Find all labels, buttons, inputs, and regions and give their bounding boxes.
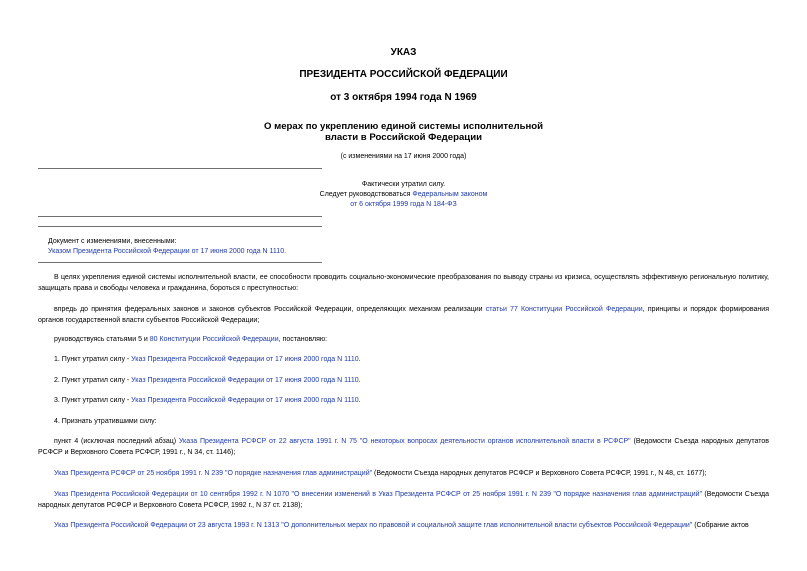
federal-law-date-link[interactable]: от 6 октября 1999 года N 184-ФЗ bbox=[350, 201, 457, 208]
list-item-text: 2. Пункт утратил силу - bbox=[54, 377, 132, 384]
list-item-text: 3. Пункт утратил силу - bbox=[54, 397, 132, 404]
federal-law-link[interactable]: Федеральным законом bbox=[412, 191, 488, 198]
decree-1110-link[interactable]: Указ Президента Российской Федерации от 17 июня 2000 года N 1110 bbox=[131, 397, 359, 404]
paragraph-repeal-item bbox=[38, 489, 769, 511]
paragraph-text: (Ведомости Съезда народных депутатов РСФСР и Верховного Совета РСФСР, 1991 г., N 48, ст. 1677); bbox=[372, 470, 707, 477]
decree-1313-link[interactable]: Указ Президента Российской Федерации от 23 августа 1993 г. N 1313 "О дополнительных мерах по правовой и социальной защите глав исполнительной власти субъектов Российской Федерации" bbox=[54, 522, 693, 529]
document-date: от 3 октября 1994 года N 1969 bbox=[330, 92, 477, 103]
paragraph-repeal-item bbox=[38, 436, 769, 458]
paragraph-repeal-item bbox=[38, 468, 769, 479]
paragraph-guided bbox=[54, 335, 327, 345]
amended-note: (с изменениями на 17 июня 2000 года) bbox=[340, 153, 467, 160]
decree-1070-link[interactable]: Указ Президента Российской Федерации от 10 сентября 1992 г. N 1070 "О внесении изменений в Указ Президента РСФСР от 25 ноября 1991 г. N 239 "О порядке назначения глав администраций" bbox=[54, 491, 703, 498]
list-item-end: . bbox=[358, 397, 361, 404]
paragraph-text: , постановляю: bbox=[278, 336, 328, 343]
amendments-link[interactable]: Указом Президента Российской Федерации от 17 июня 2000 года N 1110. bbox=[48, 248, 287, 255]
divider-rule bbox=[38, 226, 322, 227]
status-line1: Фактически утратил силу. bbox=[361, 181, 446, 188]
status-line2 bbox=[0, 190, 807, 200]
divider-rule bbox=[38, 262, 322, 263]
paragraph-text: , принципы и порядок формирования органов государственной власти субъектов Российской Федерации; bbox=[38, 306, 769, 324]
list-item-end: . bbox=[358, 377, 361, 384]
list-item-text: 1. Пункт утратил силу - bbox=[54, 356, 132, 363]
document-subject-line1: О мерах по укреплению единой системы исполнительной bbox=[263, 121, 544, 132]
list-item-end: . bbox=[358, 356, 361, 363]
divider-rule bbox=[38, 216, 322, 217]
paragraph-repeal-item bbox=[38, 520, 769, 531]
paragraph-repeal: 4. Признать утратившими силу: bbox=[54, 418, 157, 425]
paragraph-text: пункт 4 (исключая последний абзац) bbox=[54, 438, 179, 445]
paragraph-constitution bbox=[38, 304, 769, 326]
paragraph-text: (Собрание актов bbox=[692, 522, 749, 529]
constitution-article-77-link[interactable]: статьи 77 Конституции Российской Федерации bbox=[485, 306, 643, 313]
list-item bbox=[54, 396, 361, 406]
decree-1110-link[interactable]: Указ Президента Российской Федерации от 17 июня 2000 года N 1110 bbox=[131, 377, 359, 384]
paragraph-preamble: В целях укрепления единой системы исполнительной власти, ее способности проводить социально-экономические преобразования по выводу страны из кризиса, осуществлять эффективную региональную политику, защищать права и свободы человека и гражданина, бороться с преступностью: bbox=[38, 274, 769, 292]
divider-rule bbox=[38, 168, 322, 169]
list-item bbox=[54, 376, 361, 386]
paragraph-text: (Ведомости Съезда народных депутатов РСФСР и Верховного Совета РСФСР, 1991 г., N 34, ст. 1146); bbox=[38, 438, 769, 456]
status-line2-text: Следует руководствоваться bbox=[319, 191, 413, 198]
constitution-article-80-link[interactable]: 80 Конституции Российской Федерации bbox=[149, 336, 279, 343]
document-issuer: ПРЕЗИДЕНТА РОССИЙСКОЙ ФЕДЕРАЦИИ bbox=[299, 69, 508, 80]
paragraph-text: руководствуясь статьями 5 и bbox=[54, 336, 150, 343]
document-subject-line2: власти в Российской Федерации bbox=[325, 132, 482, 143]
list-item bbox=[54, 355, 361, 365]
decree-239-link[interactable]: Указ Президента РСФСР от 25 ноября 1991 г. N 239 "О порядке назначения глав администраций" bbox=[54, 470, 373, 477]
paragraph-text: впредь до принятия федеральных законов и законов субъектов Российской Федерации, определяющих механизм реализации bbox=[54, 306, 486, 313]
decree-1110-link[interactable]: Указ Президента Российской Федерации от 17 июня 2000 года N 1110 bbox=[131, 356, 359, 363]
paragraph-text: (Ведомости Съезда народных депутатов РСФСР и Верховного Совета РСФСР, 1992 г., N 37 ст. 2138); bbox=[38, 491, 769, 509]
document-title: УКАЗ bbox=[390, 47, 417, 58]
decree-75-link[interactable]: Указа Президента РСФСР от 22 августа 1991 г. N 75 "О некоторых вопросах деятельности органов исполнительной власти в РСФСР" bbox=[178, 438, 631, 445]
amendments-label: Документ с изменениями, внесенными: bbox=[48, 238, 177, 245]
